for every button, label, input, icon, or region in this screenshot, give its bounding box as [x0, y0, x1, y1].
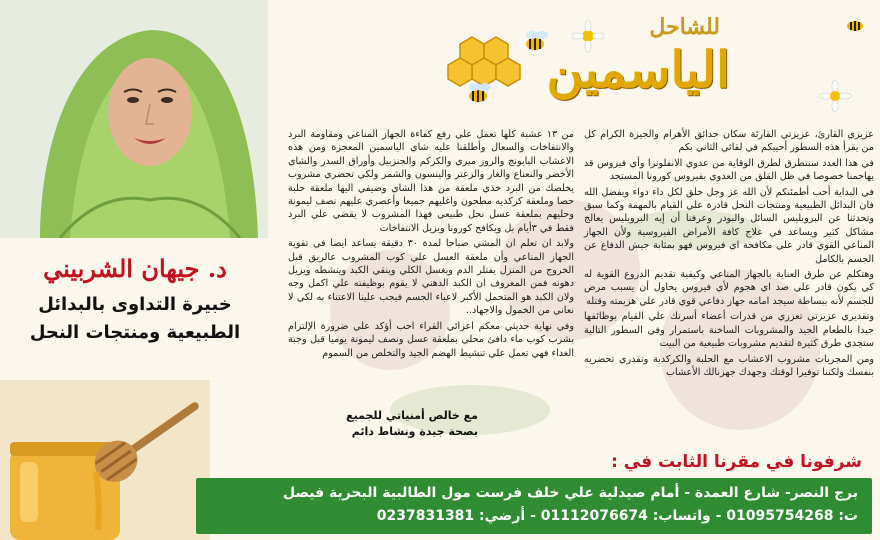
article-paragraph: ولابد ان تعلم ان المشي صباحا لمدة ٣٠ دقيقة يساعد ايضا في تقوية الجهاز المناعي وأن ملعقة العسل علي كوب المشروب عالريق قبل الخروج من المنزل يفتلر الدم ويغسل الكلي وينقي الكبد وينشطه ويزيل دهونه فمن المعروف ان الكبد الدهني لا يقوم بوظيفته علي اكمل وجه ولان الكبد هو المتحمل الأكبر لاعباء الجسم فيجب علينا الاعتناء به لكي لا نعاني من الخمول والاجهاد..	[288, 238, 574, 317]
author-name: د. جيهان الشربيني	[43, 254, 227, 283]
article-paragraph: وتقديري عزيزتي تعززي من قدرات أعضاء أسرتك علي القيام بوظائفها جيدا بالطعام الجيد والمشروبات الساخنة باستمرار وفي السطور التالية ستجدي طرق كثيرة لتقديم مشروبات طبيعية من البيت	[584, 311, 874, 350]
honey-jar-image	[0, 380, 210, 540]
logo-title: الياسمين	[546, 40, 730, 99]
signoff-line2: بصحة جيدة ونشاط دائم	[351, 425, 478, 438]
article-paragraph: في البداية أحب أطمئنكم لأن الله عز وجل خلق لكل داء دواء ويفضل الله فان البدائل الطبيعية ومنتجات النحل قادرة علي القيام بالمهمة وكما سبق وتحدثنا عن البروبليس السائل والبودر وعرفنا أن إيه البروبليس يعالج مشاكل كثير ويساعد في علاج كافة الأمراض الفيروسية ولأن الجهاز المناعي القوي قادر علي مكافحة اي فيروس فهو بمثابة جيش الدفاع عن الجسم بالكامل	[584, 186, 874, 265]
article-paragraph: عزيزي القارئ، عزيزتي القارئة سكان حدائق الأهرام والجيزة الكرام كل من يقرأ هذه السطور أحييكم في لقائي الثاني بكم	[584, 129, 874, 154]
address-line: برج النصر- شارع العمدة - أمام صيدلية علي خلف فرست مول الطالبية البحرية فيصل	[282, 485, 858, 501]
article-middle-column	[288, 128, 574, 428]
article-paragraph: ومن المجربات مشروب الاعشاب مع الحلبة والكركدية وتقدري تحضريه بنفسك ولكننا توفيرا لوقتك وجهدك جهزنالك الأعشاب	[584, 353, 874, 378]
article-paragraph: من ١٣ عشبة كلها تعمل علي رفع كفاءة الجهاز المناعي ومقاومة البرد والانتفاخات والسعال وأطلقنا عليه شاي الياسمين المعجزة ومن هذه الاعشاب البابونج والروز ميري والكركم والجنزبيل وأوراق السدر والشاي الأخضر والنعناع والغار والزعتر والينسون والشمر ولكي تحضري مشروب يخلصك من البرد خذي ملعقة من هذا الشاي وضيفي اليها ملعقة حلبة حصا وملعقة كركديه مطحون واغليهم جميعا وأعصري عليهم نصف ليمونة وحليهم بملعقة عسل نحل طبيعي فهذا المشروب لا يقضي علي البرد فقط في ٣أيام بل ويكافح كورونا ويزيل الانتفاخات	[288, 129, 574, 234]
author-title-line2: الطبيعية ومنتجات النحل	[29, 322, 241, 343]
contact-phones: ت: 01095754268 - واتساب: 01112076674 - أرضي: 0237831381	[376, 508, 858, 524]
article-paragraph: وهتكلم عن طرق العناية بالجهاز المناعي وكيفية تقديم الدروع القوية له كي يكون قادر علي صد اي هجوم لأي فيروس يحاول أن يسبب مرض للجسم لأنه ببساطة سيجد امامه جهاز دفاعي قوي قادر علي هزيمته وقتله	[584, 269, 874, 307]
author-title-line1: خبيرة التداوى بالبدائل	[38, 294, 232, 315]
article-right-column	[584, 128, 874, 448]
column-logo	[440, 4, 880, 124]
article-paragraph: في هذا العدد سنتطرق لطرق الوقاية من عدوي الانفلونزا وأي فيروس قد يهاجمنا خصوصا في ظل القلق من العدوي بفيروس كورونا المستجد	[584, 157, 874, 183]
author-portrait	[0, 0, 268, 238]
article-signoff	[288, 408, 478, 440]
address-band	[196, 478, 872, 534]
logo-subtitle: للشاحل	[649, 14, 720, 40]
article-paragraph: وفي نهاية حديثي معكم اعزائي القراء احب أؤكد علي ضرورة الإلتزام بشرب كوب ماء دافئ محلي بملعقة عسل ونصف ليمونة يوميا قبل وجبة الغداء فهي تعمل علي تنشيط الهضم الجيد والتخلص من السموم	[288, 320, 574, 359]
location-heading: شرفونا في مقرنا الثابت في :	[611, 452, 862, 472]
portrait-illustration	[0, 0, 268, 238]
signoff-line1: مع خالص أمنياتي للجميع	[346, 409, 478, 422]
